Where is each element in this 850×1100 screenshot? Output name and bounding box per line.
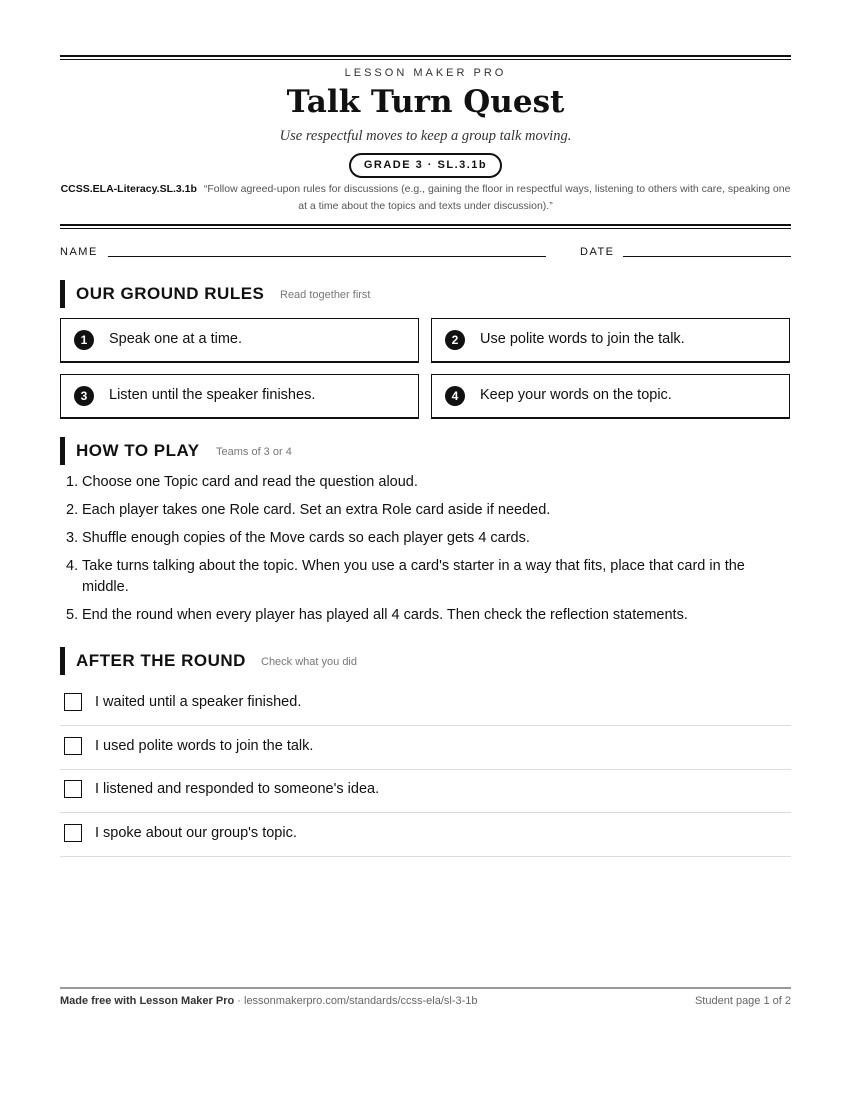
reflection-item bbox=[60, 813, 791, 857]
step-text: Choose one Topic card and read the question aloud. bbox=[82, 474, 418, 490]
grade-badge: GRADE 3 · SL.3.1b bbox=[349, 153, 502, 178]
ground-rules-heading: OUR GROUND RULES bbox=[76, 284, 265, 303]
step-item bbox=[66, 472, 786, 493]
step-number: 1. bbox=[66, 474, 79, 490]
ground-rule-card bbox=[431, 374, 790, 419]
ground-rules-section-header bbox=[60, 280, 791, 308]
reflection-text: I waited until a speaker finished. bbox=[95, 694, 302, 710]
grade-badge-wrap bbox=[60, 153, 791, 178]
name-label: NAME bbox=[60, 246, 98, 258]
date-label: DATE bbox=[580, 246, 615, 258]
rule-text: Use polite words to join the talk. bbox=[480, 331, 685, 347]
section-bar bbox=[60, 280, 65, 308]
step-text: End the round when every player has played all 4 cards. Then check the reflection statements. bbox=[82, 607, 688, 623]
step-item bbox=[66, 528, 786, 549]
ground-rule-card bbox=[60, 374, 419, 419]
standard-code: CCSS.ELA-Literacy.SL.3.1b bbox=[60, 183, 197, 195]
ground-rule-card bbox=[431, 318, 790, 363]
header-bottom-rule bbox=[60, 224, 791, 229]
reflection-item bbox=[60, 726, 791, 770]
after-round-section-header bbox=[60, 647, 791, 675]
rule-text: Listen until the speaker finishes. bbox=[109, 387, 316, 403]
how-to-play-steps bbox=[66, 472, 786, 633]
header-top-rule bbox=[60, 55, 791, 60]
footer-separator: · bbox=[234, 995, 244, 1007]
section-bar bbox=[60, 437, 65, 465]
reflection-checkbox[interactable] bbox=[64, 780, 82, 798]
reflection-text: I spoke about our group's topic. bbox=[95, 825, 297, 841]
standard-text: “Follow agreed-upon rules for discussions (e.g., gaining the floor in respectful ways, listening to others with care, speaking one at a time about the topics and texts under discussion).” bbox=[203, 183, 791, 212]
reflection-checkbox[interactable] bbox=[64, 693, 82, 711]
how-to-play-section-header bbox=[60, 437, 791, 465]
date-field[interactable] bbox=[623, 256, 791, 257]
step-text: Take turns talking about the topic. When you use a card's starter in a way that fits, place that card in the middle. bbox=[82, 558, 745, 595]
ground-rules-hint: Read together first bbox=[280, 289, 371, 301]
how-to-play-hint: Teams of 3 or 4 bbox=[216, 446, 292, 458]
reflection-item bbox=[60, 769, 791, 813]
after-round-heading: AFTER THE ROUND bbox=[76, 651, 246, 670]
step-item bbox=[66, 556, 786, 598]
worksheet-page bbox=[60, 0, 791, 1100]
footer-made-with: Made free with Lesson Maker Pro bbox=[60, 995, 235, 1007]
rule-number-badge: 3 bbox=[74, 386, 94, 406]
step-number: 2. bbox=[66, 502, 79, 518]
reflection-text: I used polite words to join the talk. bbox=[95, 738, 314, 754]
ground-rule-card bbox=[60, 318, 419, 363]
step-number: 4. bbox=[66, 558, 79, 574]
rule-number-badge: 2 bbox=[445, 330, 465, 350]
reflection-item bbox=[60, 682, 791, 726]
footer-url[interactable]: lessonmakerpro.com/standards/ccss-ela/sl-3-1b bbox=[244, 995, 478, 1007]
after-round-hint: Check what you did bbox=[261, 656, 357, 668]
footer-rule bbox=[60, 987, 791, 989]
step-number: 3. bbox=[66, 530, 79, 546]
reflection-checkbox[interactable] bbox=[64, 824, 82, 842]
worksheet-title: Talk Turn Quest bbox=[286, 84, 565, 120]
standard-statement bbox=[60, 181, 791, 215]
rule-text: Speak one at a time. bbox=[109, 331, 242, 347]
rule-number-badge: 4 bbox=[445, 386, 465, 406]
reflection-checkbox[interactable] bbox=[64, 737, 82, 755]
rule-number-badge: 1 bbox=[74, 330, 94, 350]
name-field[interactable] bbox=[108, 256, 546, 257]
brand-name: LESSON MAKER PRO bbox=[344, 67, 507, 79]
step-text: Each player takes one Role card. Set an extra Role card aside if needed. bbox=[82, 502, 551, 518]
step-item bbox=[66, 605, 786, 626]
footer-page-info: Student page 1 of 2 bbox=[694, 995, 791, 1007]
rule-text: Keep your words on the topic. bbox=[480, 387, 672, 403]
footer-credit bbox=[60, 995, 478, 1007]
worksheet-subtitle: Use respectful moves to keep a group talk moving. bbox=[279, 128, 572, 144]
step-text: Shuffle enough copies of the Move cards so each player gets 4 cards. bbox=[82, 530, 530, 546]
section-bar bbox=[60, 647, 65, 675]
reflection-text: I listened and responded to someone's idea. bbox=[95, 781, 380, 797]
step-number: 5. bbox=[66, 607, 79, 623]
how-to-play-heading: HOW TO PLAY bbox=[76, 441, 200, 460]
step-item bbox=[66, 500, 786, 521]
